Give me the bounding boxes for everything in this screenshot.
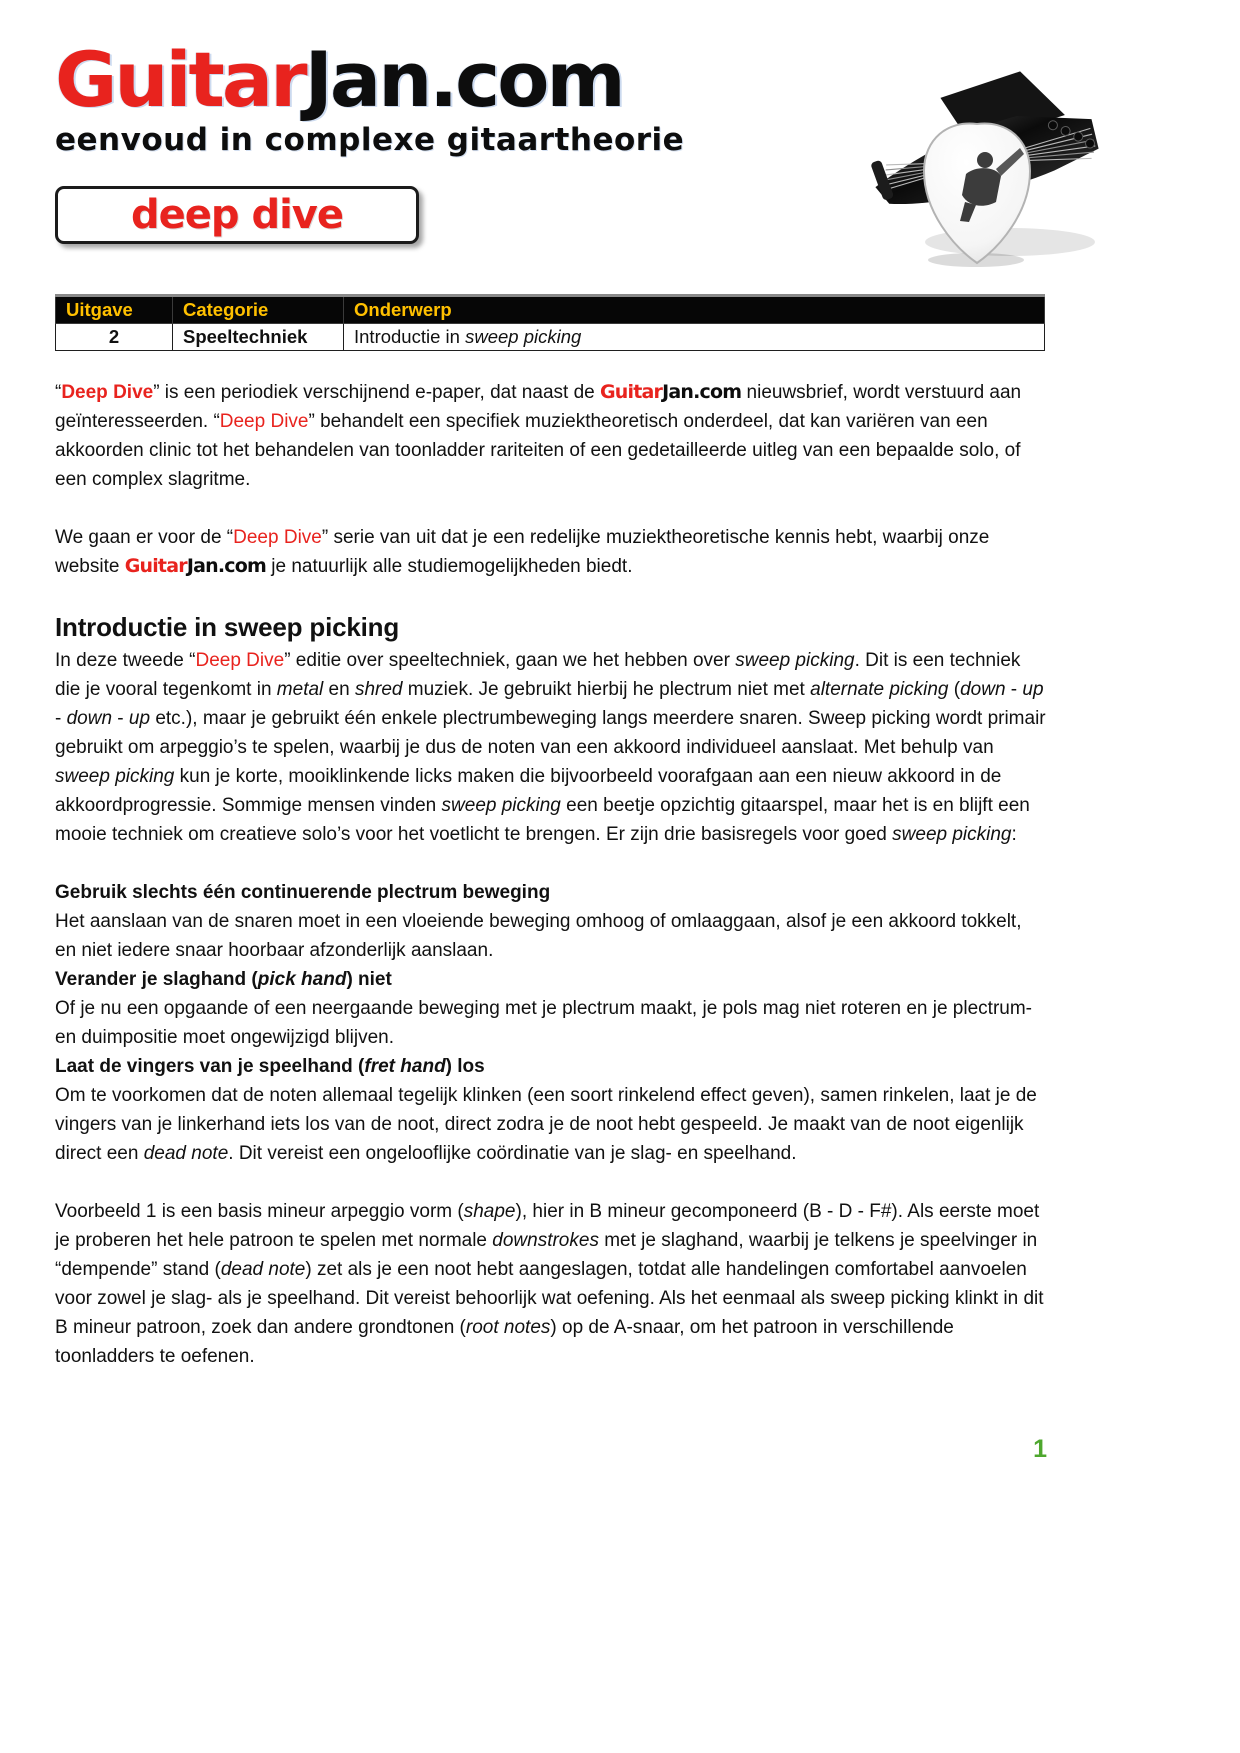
cell-onderwerp: Introductie in sweep picking [344,324,1045,351]
deep-dive-badge [55,186,419,244]
rule-2-body: Of je nu een opgaande of een neergaande beweging met je plectrum maakt, je pols mag niet roteren en je plectrum- en duimpositie moet ongewijzigd blijven. [55,998,1032,1049]
cell-uitgave: 2 [56,324,173,351]
guitar-headstock-pick-image [850,34,1102,270]
rule-1-heading: Gebruik slechts één continuerende plectrum beweging [55,882,551,904]
issue-info-table [55,294,1045,351]
table-header-row [56,296,1045,324]
table-row [56,324,1045,351]
intro-paragraph-2: We gaan er voor de “Deep Dive” serie van uit dat je een redelijke muziektheoretische kennis hebt, waarbij onze website GuitarJan.com je natuurlijk alle studiemogelijkheden biedt. [55,527,990,578]
logo-text-guitar: Guitar [55,35,305,124]
deep-dive-badge-label: deep dive [131,192,343,239]
rule-3-body: Om te voorkomen dat de noten allemaal tegelijk klinken (een soort rinkelend effect geven), samen rinkelen, laat je de vingers van je linkerhand iets los van de noot, direct zodra je de noot hebt gespeeld. Je maakt van de noot eigenlijk direct een dead note. Dit vereist een ongelooflijke coördinatie van je slag- en speelhand. [55,1085,1037,1165]
rule-3-heading: Laat de vingers van je speelhand (fret hand) los [55,1056,485,1078]
masthead [55,0,1240,244]
table-header-categorie: Categorie [173,296,344,324]
sweep-picking-paragraph: In deze tweede “Deep Dive” editie over speeltechniek, gaan we het hebben over sweep picking. Dit is een techniek die je vooral tegenkomt in metal en shred muziek. Je gebruikt hierbij he plectrum niet met alternate picking (down - up - down - up etc.), maar je gebruikt één enkele plectrumbeweging langs meerdere snaren. Sweep picking wordt primair gebruikt om arpeggio’s te spelen, waarbij je dus de noten van een akkoord individueel aanslaat. Met behulp van sweep picking kun je korte, mooiklinkende licks maken die bijvoorbeeld voorafgaan aan een nieuw akkoord in de akkoordprogressie. Sommige mensen vinden sweep picking een beetje opzichtig gitaarspel, maar het is en blijft een mooie techniek om creatieve solo’s voor het voetlicht te brengen. Er zijn drie basisregels voor goed sweep picking: [55,650,1046,846]
rule-2-heading: Verander je slaghand (pick hand) niet [55,969,392,991]
page-number: 1 [1033,1435,1047,1464]
cell-categorie: Speeltechniek [173,324,344,351]
logo-tagline: eenvoud in complexe gitaartheorie [55,122,685,159]
table-header-uitgave: Uitgave [56,296,173,324]
voorbeeld-paragraph: Voorbeeld 1 is een basis mineur arpeggio vorm (shape), hier in B mineur gecomponeerd (B - D - F#). Als eerste moet je proberen het hele patroon te spelen met normale downstrokes met je slaghand, waarbij je telkens je speelvinger in “dempende” stand (dead note) zet als je een noot hebt aangeslagen, totdat alle handelingen comfortabel aanvoelen voor zowel je slag- als je speelhand. Dit vereist behoorlijk wat oefening. Als het eenmaal als sweep picking klinkt in dit B mineur patroon, zoek dan andere grondtonen (root notes) op de A-snaar, om het patroon in verschillende toonladders te oefenen. [55,1201,1044,1368]
intro-paragraph-1: “Deep Dive” is een periodiek verschijnend e-paper, dat naast de GuitarJan.com nieuwsbrief, wordt verstuurd aan geïnteresseerden. “Deep Dive” behandelt een specifiek muziektheoretisch onderdeel, dat kan variëren van een akkoorden clinic tot het behandelen van toonladder rariteiten of een gedetailleerde uitleg van een bepaalde solo, of een complex slagritme. [55,381,1022,491]
section-heading: Introductie in sweep picking [55,612,400,643]
rule-1-body: Het aanslaan van de snaren moet in een vloeiende beweging omhoog of omlaaggaan, alsof je een akkoord tokkelt, en niet iedere snaar hoorbaar afzonderlijk aanslaan. [55,911,1022,962]
table-header-onderwerp: Onderwerp [344,296,1045,324]
logo-text-jancom: Jan.com [304,35,623,124]
